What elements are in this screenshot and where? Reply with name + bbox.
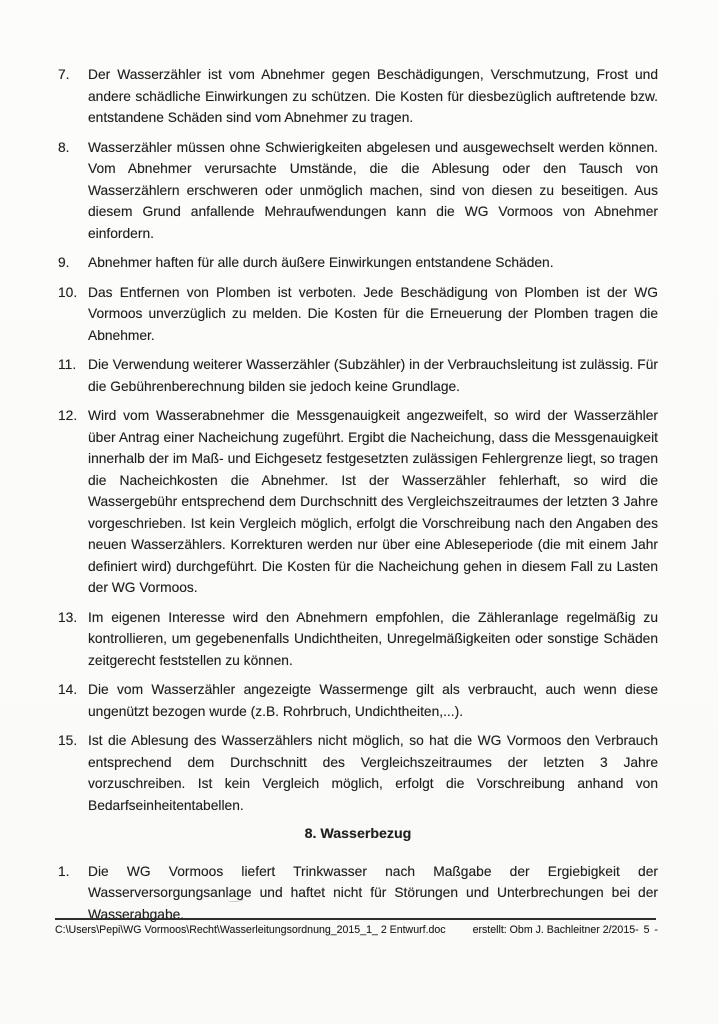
item-number: 12. [58, 408, 78, 423]
footer-page-number: - 5 - [635, 924, 659, 936]
document-body [58, 64, 658, 933]
item-text: Der Wasserzähler ist vom Abnehmer gegen Beschädigungen, Verschmutzung, Frost und andere schädliche Einwirkungen zu schützen. Die Kosten für diesbezüglich auftretende bzw. entstandene Schäden sind vom Abnehmer zu tragen. [88, 67, 658, 125]
list-item-8 [58, 137, 658, 245]
item-number: 14. [58, 682, 78, 697]
list-item-10 [58, 282, 658, 347]
item-text: Wird vom Wasserabnehmer die Messgenauigkeit angezweifelt, so wird der Wasserzähler über Antrag einer Nacheichung zugeführt. Ergibt die Nacheichung, dass die Messgenauigkeit innerhalb der im Maß- und Eichgesetz festgesetzten zulässigen Fehlergrenze liegt, so tragen die Nacheichkosten die Abnehmer. Ist der Wasserzähler fehlerhaft, so wird die Wassergebühr entsprechend dem Durchschnitt des Vergleichszeitraumes der letzten 3 Jahre vorgeschrieben. Ist kein Vergleich möglich, erfolgt die Vorschreibung nach den Angaben des neuen Wasserzählers. Korrekturen werden nur über eine Ableseperiode (die mit einem Jahr definiert wird) durchgeführt. Die Kosten für die Nacheichung gehen in diesem Fall zu Lasten der WG Vormoos. [88, 408, 658, 595]
list-item-14 [58, 679, 658, 722]
list-item-1-wasserbezug [58, 861, 658, 926]
footer-file-path: C:\Users\Pepi\WG Vormoos\Recht\Wasserleitungsordnung_2015_1_ 2 Entwurf.doc [55, 924, 446, 936]
section-heading-wasserbezug: 8. Wasserbezug [304, 826, 412, 842]
item-number: 9. [58, 255, 70, 270]
item-number: 10. [58, 284, 78, 300]
list-item-13 [58, 607, 658, 672]
item-text: Das Entfernen von Plomben ist verboten. Jede Beschädigung von Plomben ist der WG Vormoos unverzüglich zu melden. Die Kosten für die Erneuerung der Plomben tragen die Abnehmer. [88, 284, 658, 343]
list-item-15 [58, 730, 658, 816]
item-text: Die vom Wasserzähler angezeigte Wassermenge gilt als verbraucht, auch wenn diese ungenützt bezogen wurde (z.B. Rohrbruch, Undichtheiten,...). [88, 682, 658, 719]
item-text: Die WG Vormoos liefert Trinkwasser nach Maßgabe der Ergiebigkeit der Wasserversorgungsanlage und haftet nicht für Störungen und Unterbrechungen bei der Wasserabgabe. [88, 863, 658, 922]
item-text: Die Verwendung weiterer Wasserzähler (Subzähler) in der Verbrauchsleitung ist zulässig. Für die Gebührenberechnung bilden sie jedoch keine Grundlage. [88, 357, 658, 394]
page-footer [55, 918, 659, 937]
item-text: Wasserzähler müssen ohne Schwierigkeiten abgelesen und ausgewechselt werden können. Vom Abnehmer verursachte Umstände, die die Ablesung oder den Tausch von Wasserzählern erschweren oder unmöglich machen, sind von diesen zu beseitigen. Aus diesem Grund anfallende Mehraufwendungen kann die WG Vormoos von Abnehmer einfordern. [88, 139, 658, 241]
item-number: 8. [58, 139, 70, 155]
item-text: Ist die Ablesung des Wasserzählers nicht möglich, so hat die WG Vormoos den Verbrauch entsprechend dem Durchschnitt des Vergleichszeitraumes der letzten 3 Jahre vorzuschreiben. Ist kein Vergleich möglich, erfolgt die Vorschreibung anhand von Bedarfseinheitentabellen. [88, 733, 658, 813]
item-number: 1. [58, 863, 70, 879]
list-item-9 [58, 252, 658, 274]
item-text: Abnehmer haften für alle durch äußere Einwirkungen entstandene Schäden. [88, 255, 554, 270]
list-item-7 [58, 64, 658, 129]
footer-created-by: erstellt: Obm J. Bachleitner 2/2015 [472, 924, 636, 936]
item-number: 15. [58, 733, 78, 748]
list-item-11 [58, 354, 658, 397]
item-text: Im eigenen Interesse wird den Abnehmern empfohlen, die Zähleranlage regelmäßig zu kontrollieren, um gegebenenfalls Undichtheiten, Unregelmäßigkeiten oder sonstige Schäden zeitgerecht feststellen zu können. [88, 609, 658, 668]
item-number: 13. [58, 609, 78, 625]
list-item-12 [58, 405, 658, 599]
item-number: 11. [58, 357, 77, 372]
item-number: 7. [58, 67, 70, 82]
